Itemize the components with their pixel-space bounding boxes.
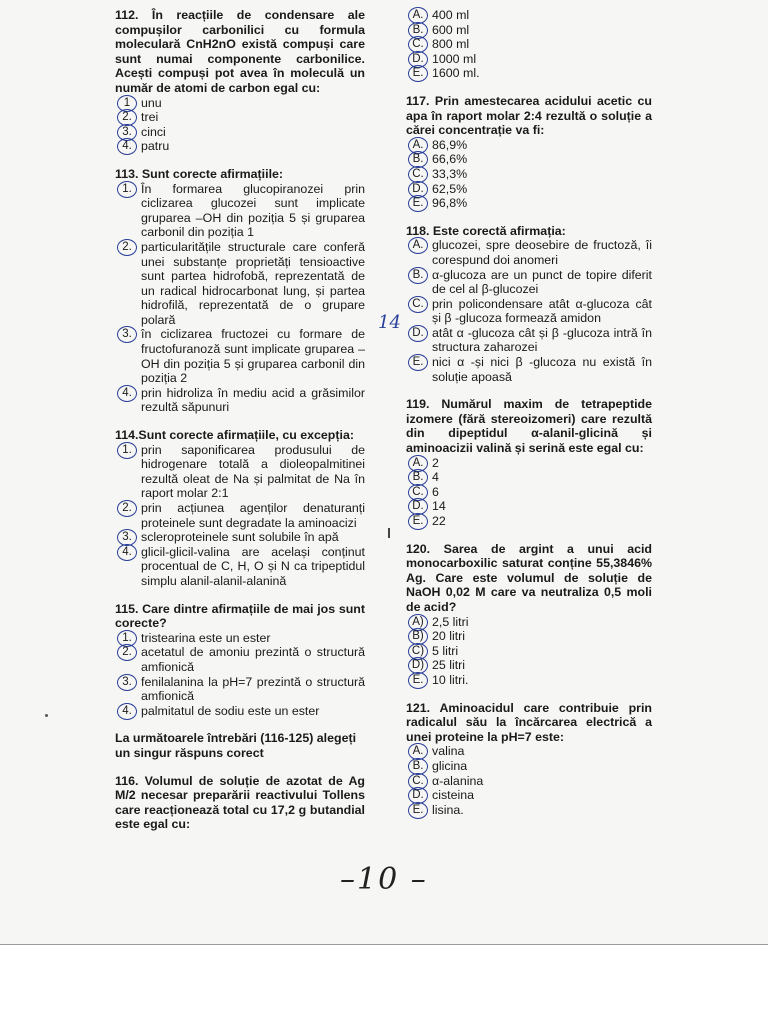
option-text: 33,3% — [432, 166, 468, 181]
option-marker: 4. — [117, 544, 137, 561]
option-text: nici α -și nici β -glucoza nu există în soluție apoasă — [432, 355, 652, 384]
option-marker: D. — [408, 325, 428, 342]
option-marker: A. — [408, 7, 428, 24]
option-text: glucozei, spre deosebire de fructoză, îi corespund doi anomeri — [432, 238, 652, 267]
answer-option[interactable] — [406, 268, 652, 297]
option-text: 66,6% — [432, 152, 468, 167]
answer-option[interactable] — [406, 355, 652, 384]
option-text: 20 litri — [432, 629, 466, 644]
answer-option[interactable] — [406, 8, 652, 23]
question-112 — [115, 8, 365, 154]
option-text: 96,8% — [432, 196, 468, 211]
question-stem: 120. Sarea de argint a unui acid monocarboxilic saturat conține 55,3846% Ag. Care este volumul de soluție de NaOH 0,02 M care va neutraliza 0,5 moli de acid? — [406, 541, 652, 614]
option-text: particularitățile structurale care conferă unei substanțe proprietăți tensioactive sunt partea hidrofobă, reprezentată de un radical hidrocarbonat lung, și partea hidrofilă, reprezentată de o grupare polară — [141, 239, 365, 327]
option-text: unu — [141, 95, 162, 110]
answer-option[interactable] — [406, 238, 652, 267]
option-marker: 4. — [117, 138, 137, 155]
option-text: 86,9% — [432, 137, 468, 152]
question-stem: 121. Aminoacidul care contribuie prin radicalul său la încărcarea electrică a unei proteine la pH=7 este: — [406, 700, 652, 744]
option-text: 10 litri. — [432, 672, 469, 687]
option-text: glicina — [432, 758, 468, 773]
answer-option[interactable] — [406, 803, 652, 818]
option-marker: C. — [408, 773, 428, 790]
answer-option[interactable] — [406, 615, 652, 630]
option-text: În formarea glucopiranozei prin ciclizarea glucozei sunt implicate gruparea –OH din poziția 5 și gruparea carbonil din poziția 1 — [141, 181, 365, 240]
option-text: 5 litri — [432, 643, 459, 658]
option-marker: B. — [408, 267, 428, 284]
option-marker: E. — [408, 195, 428, 212]
option-marker: 3. — [117, 124, 137, 141]
answer-option[interactable] — [406, 23, 652, 38]
answer-option[interactable] — [115, 530, 365, 545]
handwritten-margin-note: 14 — [378, 312, 401, 333]
option-marker: C. — [408, 36, 428, 53]
question-stem: 113. Sunt corecte afirmațiile: — [115, 166, 284, 181]
answer-option[interactable] — [406, 774, 652, 789]
option-marker: B. — [408, 151, 428, 168]
answer-option[interactable] — [406, 182, 652, 197]
question-116 — [115, 774, 365, 832]
option-marker: A. — [408, 743, 428, 760]
option-marker: B. — [408, 469, 428, 486]
option-text: 6 — [432, 484, 439, 499]
answer-option[interactable] — [406, 744, 652, 759]
answer-option[interactable] — [406, 470, 652, 485]
answer-option[interactable] — [115, 240, 365, 328]
answer-option[interactable] — [115, 139, 365, 154]
question-119 — [406, 397, 652, 528]
option-marker: B. — [408, 22, 428, 39]
answer-option[interactable] — [406, 644, 652, 659]
answer-option[interactable] — [115, 110, 365, 125]
option-marker: E. — [408, 65, 428, 82]
option-text: trei — [141, 110, 159, 125]
answer-option[interactable] — [115, 125, 365, 140]
option-marker: 1 — [117, 95, 137, 112]
option-text: prin policondensare atât α-glucoza cât și β -glucoza formează amidon — [432, 296, 652, 326]
answer-option[interactable] — [406, 138, 652, 153]
option-marker: A. — [408, 237, 428, 254]
answer-option[interactable] — [115, 675, 365, 704]
answer-option[interactable] — [406, 37, 652, 52]
option-marker: 2. — [117, 239, 137, 256]
answer-option[interactable] — [406, 485, 652, 500]
answer-option[interactable] — [406, 658, 652, 673]
option-marker: 2. — [117, 109, 137, 126]
option-marker: 2. — [117, 500, 137, 517]
question-113 — [115, 167, 365, 415]
answer-option[interactable] — [115, 631, 365, 646]
option-marker: D. — [408, 498, 428, 515]
option-text: tristearina este un ester — [141, 630, 271, 645]
option-text: cisteina — [432, 788, 475, 803]
scan-speck — [45, 714, 48, 717]
option-marker: 4. — [117, 703, 137, 720]
option-marker: D) — [408, 657, 428, 674]
answer-option[interactable] — [406, 673, 652, 688]
option-text: patru — [141, 139, 170, 154]
answer-option[interactable] — [406, 326, 652, 355]
option-text: prin hidroliza în mediu acid a grăsimilor rezultă săpunuri — [141, 385, 365, 415]
question-115 — [115, 602, 365, 719]
answer-option[interactable] — [406, 629, 652, 644]
option-marker: E. — [408, 672, 428, 689]
answer-option[interactable] — [406, 788, 652, 803]
answer-option[interactable] — [406, 456, 652, 471]
option-marker: A) — [408, 614, 428, 631]
option-text: în ciclizarea fructozei cu formare de fructofuranoză sunt implicate gruparea –OH din poziția 5 și gruparea carbonil din poziția 2 — [141, 327, 365, 386]
answer-option[interactable] — [115, 443, 365, 501]
option-text: scleroproteinele sunt solubile în apă — [141, 530, 339, 545]
answer-option[interactable] — [115, 645, 365, 674]
left-column — [115, 8, 365, 845]
option-marker: E. — [408, 354, 428, 371]
answer-option[interactable] — [115, 704, 365, 719]
option-text: 1000 ml — [432, 51, 477, 66]
option-text: cinci — [141, 124, 166, 139]
answer-option[interactable] — [115, 182, 365, 240]
answer-option[interactable] — [115, 545, 365, 589]
option-marker: 1. — [117, 442, 137, 459]
option-text: valina — [432, 744, 465, 759]
option-text: α-alanina — [432, 773, 484, 788]
option-text: 62,5% — [432, 181, 468, 196]
option-text: 2,5 litri — [432, 614, 469, 629]
option-marker: A. — [408, 455, 428, 472]
answer-option[interactable] — [406, 152, 652, 167]
option-text: 800 ml — [432, 37, 470, 52]
option-marker: 2. — [117, 644, 137, 661]
question-114 — [115, 428, 365, 589]
option-marker: 3. — [117, 326, 137, 343]
section-instruction: La următoarele întrebări (116-125) alegeți un singur răspuns corect — [115, 731, 357, 760]
option-text: 22 — [432, 514, 446, 528]
answer-option[interactable] — [406, 66, 652, 81]
answer-option[interactable] — [115, 327, 365, 385]
option-text: fenilalanina la pH=7 prezintă o structură amfionică — [141, 674, 365, 704]
option-marker: B) — [408, 628, 428, 645]
option-marker: 4. — [117, 385, 137, 402]
option-marker: 3. — [117, 529, 137, 546]
option-marker: C) — [408, 643, 428, 660]
option-text: lisina. — [432, 802, 464, 817]
option-text: 600 ml — [432, 22, 470, 37]
answer-option[interactable] — [115, 501, 365, 530]
question-121 — [406, 701, 652, 818]
option-marker: E. — [408, 802, 428, 819]
answer-option[interactable] — [406, 514, 652, 529]
answer-option[interactable] — [406, 297, 652, 326]
answer-option[interactable] — [115, 386, 365, 415]
question-stem: 117. Prin amestecarea acidului acetic cu apa în raport molar 2:4 rezultă o soluție a cărei concentrație va fi: — [406, 93, 652, 138]
question-118 — [406, 224, 652, 385]
question-stem: 119. Numărul maxim de tetrapeptide izomere (fără stereoizomeri) care rezultă din dipeptidul α-alanil-glicină și aminoacizii valină și serină este egal cu: — [406, 397, 652, 456]
option-marker: 1. — [117, 630, 137, 647]
answer-option[interactable] — [406, 196, 652, 211]
page-number: –10 – — [340, 862, 428, 897]
question-stem: 112. În reacțiile de condensare ale compușilor carbonilici cu formula moleculară CnH2nO există compuși care sunt numai componente carbonilice. Acești compuși pot avea în moleculă un număr de atomi de carbon egal cu: — [115, 8, 365, 95]
option-marker: 3. — [117, 674, 137, 691]
option-text: palmitatul de sodiu este un ester — [141, 703, 320, 718]
option-marker: B. — [408, 758, 428, 775]
option-text: acetatul de amoniu prezintă o structură amfionică — [141, 645, 365, 674]
option-marker: C. — [408, 296, 428, 313]
option-marker: A. — [408, 137, 428, 154]
option-text: prin acțiunea agenților denaturanți proteinele sunt degradate la aminoacizi — [141, 501, 365, 530]
answer-option[interactable] — [406, 52, 652, 67]
option-text: 25 litri — [432, 658, 466, 673]
option-marker: D. — [408, 181, 428, 198]
option-text: α-glucoza are un punct de topire diferit de cel al β-glucozei — [432, 267, 652, 297]
option-marker: D. — [408, 51, 428, 68]
option-marker: E. — [408, 513, 428, 530]
option-text: prin saponificarea produsului de hidrogenare totală a dioleopalmitinei rezultă oleat de Na și palmitat de Na în raport molar 2:1 — [141, 442, 365, 501]
question-stem: 116. Volumul de soluție de azotat de Ag M/2 necesar preparării reactivului Tollens care reacționează total cu 17,2 g butandial este egal cu: — [115, 773, 365, 832]
stray-mark — [388, 528, 390, 538]
option-text: 2 — [432, 455, 439, 470]
option-text: 4 — [432, 470, 439, 485]
question-120 — [406, 542, 652, 688]
option-text: glicil-glicil-valina are același conținut procentual de C, H, O și N ca tripeptidul simplu alanil-alanil-alanină — [141, 544, 365, 588]
option-marker: D. — [408, 787, 428, 804]
option-text: 400 ml — [432, 8, 470, 22]
answer-option[interactable] — [406, 499, 652, 514]
right-column — [406, 8, 652, 830]
question-117 — [406, 94, 652, 211]
option-text: atât α -glucoza cât și β -glucoza intră în structura zaharozei — [432, 325, 652, 355]
question-stem: 114.Sunt corecte afirmațiile, cu excepția: — [115, 428, 354, 443]
option-text: 1600 ml. — [432, 66, 480, 81]
option-text: 14 — [432, 499, 446, 514]
question-stem: 118. Este corectă afirmația: — [406, 223, 566, 238]
blank-margin — [0, 945, 768, 1024]
question-stem: 115. Care dintre afirmațiile de mai jos sunt corecte? — [115, 601, 365, 631]
option-marker: C. — [408, 484, 428, 501]
answer-option[interactable] — [115, 96, 365, 111]
question-116-options — [406, 8, 652, 81]
answer-option[interactable] — [406, 759, 652, 774]
option-marker: C. — [408, 166, 428, 183]
answer-option[interactable] — [406, 167, 652, 182]
option-marker: 1. — [117, 181, 137, 198]
